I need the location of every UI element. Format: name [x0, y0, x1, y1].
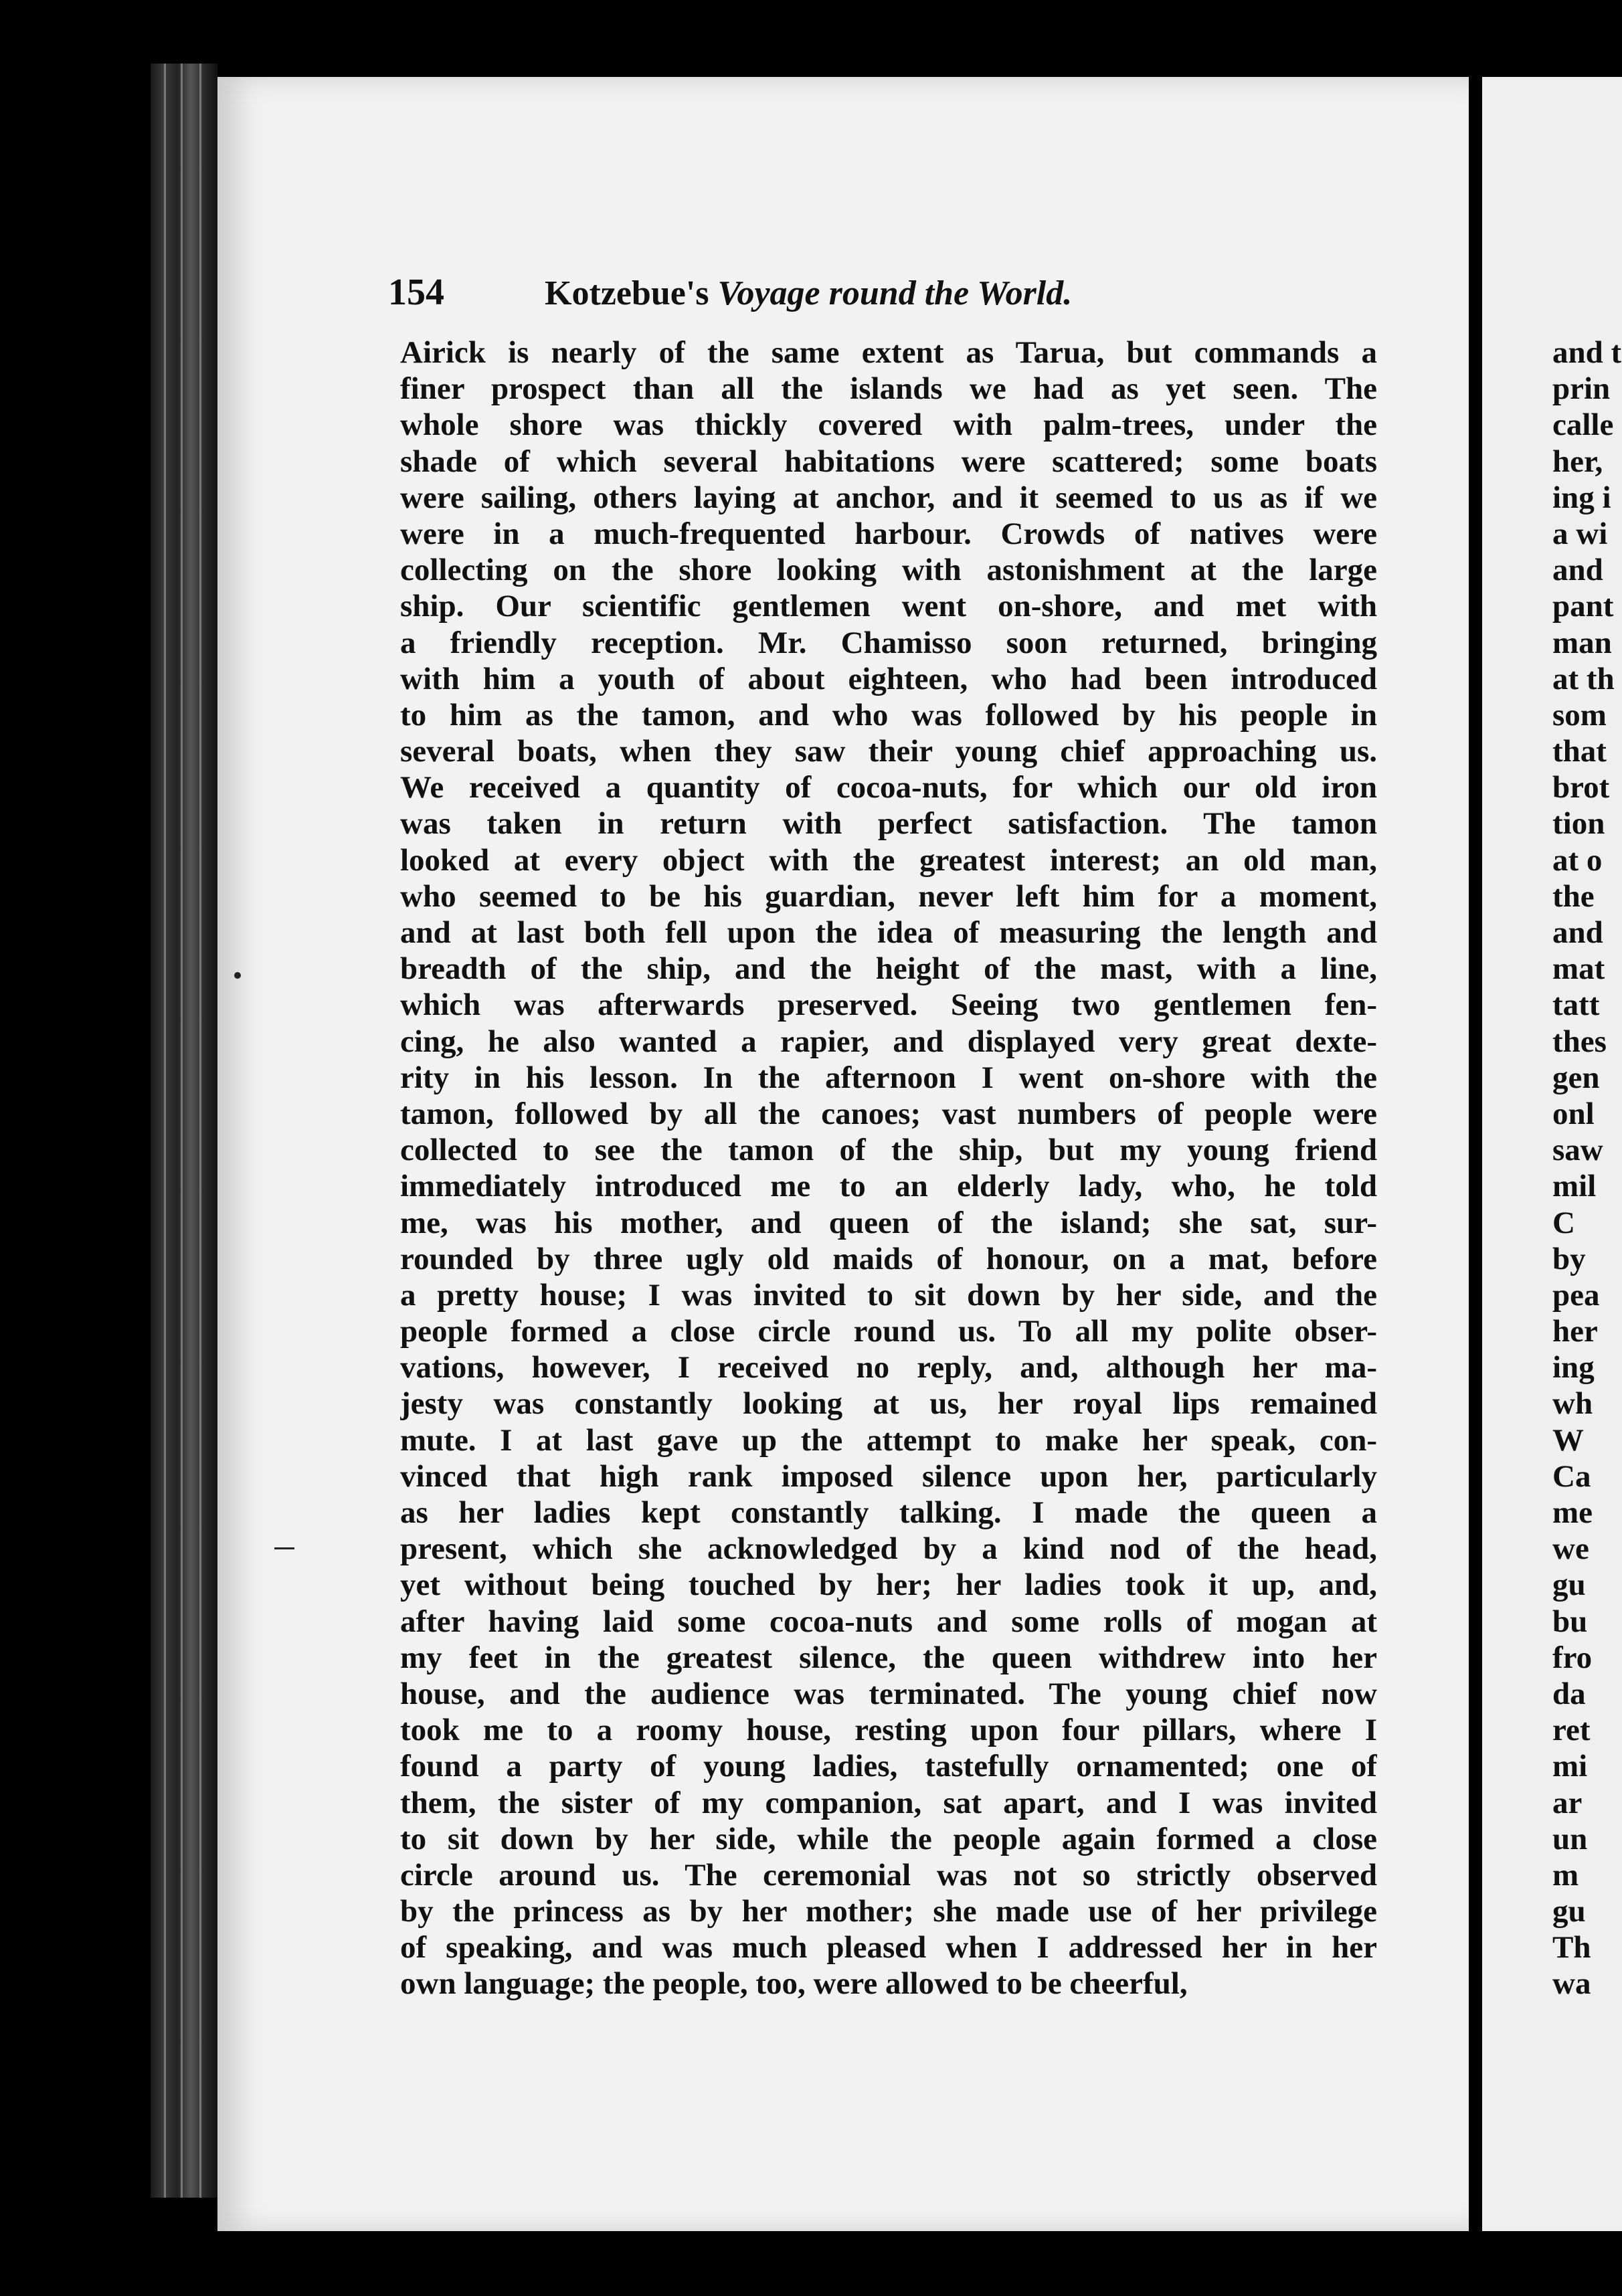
body-line: collecting on the shore looking with astonishment at the large [400, 553, 1377, 588]
right-page-fragment: gen [1552, 1060, 1600, 1095]
book-gutter [1469, 67, 1482, 2248]
body-line: with him a youth of about eighteen, who had been introduced [400, 661, 1377, 696]
body-line: my feet in the greatest silence, the queen withdrew into her [400, 1640, 1377, 1675]
body-line: as her ladies kept constantly talking. I made the queen a [400, 1495, 1377, 1530]
body-line: took me to a roomy house, resting upon four pillars, where I [400, 1713, 1377, 1748]
body-line: several boats, when they saw their young chief approaching us. [400, 734, 1377, 769]
right-page-fragment: pant [1552, 589, 1614, 624]
page-number: 154 [388, 272, 444, 313]
right-page-fragment: ar [1552, 1785, 1583, 1820]
body-line: to sit down by her side, while the people again formed a close [400, 1821, 1377, 1856]
right-page-fragment: and t [1552, 335, 1622, 370]
body-line: yet without being touched by her; her ladies took it up, and, [400, 1567, 1377, 1603]
running-title-work: Voyage round the World. [717, 274, 1073, 312]
body-line: tamon, followed by all the canoes; vast numbers of people were [400, 1096, 1377, 1131]
right-page-fragment: a wi [1552, 516, 1608, 551]
body-line: immediately introduced me to an elderly lady, who, he told [400, 1169, 1377, 1204]
right-page-fragment: gu [1552, 1567, 1586, 1603]
running-header [388, 271, 1378, 331]
body-line: to him as the tamon, and who was followed by his people in [400, 697, 1377, 733]
right-page-fragment: un [1552, 1821, 1588, 1856]
right-page-fragment: and [1552, 915, 1603, 950]
body-line: finer prospect than all the islands we had as yet seen. The [400, 371, 1377, 407]
right-page-fragment: her [1552, 1314, 1598, 1349]
right-page-fragment: that [1552, 734, 1607, 769]
right-page-fragment: wh [1552, 1386, 1593, 1422]
body-line: present, which she acknowledged by a kind nod of the head, [400, 1531, 1377, 1567]
body-line: cing, he also wanted a rapier, and displayed very great dexte- [400, 1024, 1377, 1059]
body-line: vinced that high rank imposed silence upon her, particularly [400, 1458, 1377, 1494]
right-page-fragment: ing i [1552, 480, 1611, 515]
body-line: jesty was constantly looking at us, her royal lips remained [400, 1386, 1377, 1422]
body-line: by the princess as by her mother; she made use of her privilege [400, 1894, 1377, 1929]
right-page-fragment: som [1552, 697, 1607, 733]
body-line: after having laid some cocoa-nuts and some rolls of mogan at [400, 1604, 1377, 1639]
right-page-fragment: her, [1552, 444, 1603, 479]
right-page-fragment: mil [1552, 1169, 1597, 1204]
right-page-fragment: prin [1552, 371, 1611, 407]
body-line: vations, however, I received no reply, and, although her ma- [400, 1350, 1377, 1385]
body-line: a friendly reception. Mr. Chamisso soon returned, bringing [400, 625, 1377, 660]
right-page-fragment: mat [1552, 951, 1605, 987]
right-page-fragment: tatt [1552, 987, 1600, 1023]
body-line: looked at every object with the greatest interest; an old man, [400, 842, 1377, 878]
body-line: of speaking, and was much pleased when I addressed her in her [400, 1930, 1377, 1966]
right-page-fragment: and [1552, 553, 1603, 588]
right-page-fragment: saw [1552, 1133, 1603, 1168]
body-line: whole shore was thickly covered with palm-trees, under the [400, 407, 1377, 443]
body-line: breadth of the ship, and the height of the mast, with a line, [400, 951, 1377, 987]
body-line: house, and the audience was terminated. The young chief now [400, 1676, 1377, 1711]
right-page-fragment: da [1552, 1676, 1586, 1711]
body-line: We received a quantity of cocoa-nuts, for which our old iron [400, 770, 1377, 805]
right-page-fragment: at o [1552, 842, 1603, 878]
right-page-fragment: we [1552, 1531, 1589, 1567]
running-title-author: Kotzebue's [545, 274, 709, 312]
book-fore-edge [151, 64, 217, 2198]
page-edge-line [199, 64, 201, 2198]
page-edge-line [181, 64, 183, 2198]
right-page-fragment: tion [1552, 806, 1605, 842]
body-line: and at last both fell upon the idea of measuring the length and [400, 915, 1377, 950]
right-page-fragment: Th [1552, 1930, 1591, 1966]
right-page-fragment: ret [1552, 1713, 1591, 1748]
body-line: me, was his mother, and queen of the island; she sat, sur- [400, 1205, 1377, 1240]
right-page-fragment: man [1552, 625, 1612, 660]
right-page-fragment: Ca [1552, 1458, 1591, 1494]
right-page-fragment: me [1552, 1495, 1593, 1530]
body-text [400, 334, 1377, 2002]
running-title [545, 274, 1072, 313]
right-page-fragment: W [1552, 1422, 1584, 1458]
body-line: found a party of young ladies, tastefully ornamented; one of [400, 1749, 1377, 1784]
right-page-fragment: mi [1552, 1749, 1588, 1784]
body-line: rity in his lesson. In the afternoon I went on-shore with the [400, 1060, 1377, 1095]
body-line: ship. Our scientific gentlemen went on-shore, and met with [400, 589, 1377, 624]
body-line: mute. I at last gave up the attempt to make her speak, con- [400, 1422, 1377, 1458]
right-page-fragment: ing [1552, 1350, 1595, 1385]
body-line: shade of which several habitations were scattered; some boats [400, 444, 1377, 479]
right-page-fragment: calle [1552, 407, 1614, 443]
body-line: were sailing, others laying at anchor, and it seemed to us as if we [400, 480, 1377, 515]
page-speck [234, 972, 241, 979]
body-line: was taken in return with perfect satisfaction. The tamon [400, 806, 1377, 842]
body-line: collected to see the tamon of the ship, but my young friend [400, 1133, 1377, 1168]
right-page-fragment: thes [1552, 1024, 1607, 1059]
body-line: own language; the people, too, were allowed to be cheerful, [400, 1966, 1188, 2002]
right-page-text-fragments [1552, 334, 1622, 2002]
right-page-fragment: fro [1552, 1640, 1593, 1675]
page-edge-line [164, 64, 166, 2198]
body-line: were in a much-frequented harbour. Crowds of natives were [400, 516, 1377, 551]
body-line: which was afterwards preserved. Seeing two gentlemen fen- [400, 987, 1377, 1023]
page-mark [274, 1547, 294, 1549]
body-line: people formed a close circle round us. To all my polite obser- [400, 1314, 1377, 1349]
right-page-fragment: wa [1552, 1966, 1591, 2002]
body-line: them, the sister of my companion, sat apart, and I was invited [400, 1785, 1377, 1820]
body-line: a pretty house; I was invited to sit down by her side, and the [400, 1277, 1377, 1313]
body-line: Airick is nearly of the same extent as Tarua, but commands a [400, 335, 1377, 370]
body-line: rounded by three ugly old maids of honour, on a mat, before [400, 1241, 1377, 1276]
body-line: circle around us. The ceremonial was not so strictly observed [400, 1857, 1377, 1893]
right-page-fragment: by [1552, 1241, 1586, 1276]
right-page-fragment: onl [1552, 1096, 1595, 1131]
right-page-fragment: m [1552, 1857, 1579, 1893]
right-page-fragment: C [1552, 1205, 1575, 1240]
right-page-fragment: at th [1552, 661, 1615, 696]
right-page-fragment: the [1552, 878, 1595, 914]
right-page-fragment: gu [1552, 1894, 1586, 1929]
right-page-fragment: brot [1552, 770, 1610, 805]
right-page-fragment: bu [1552, 1604, 1588, 1639]
right-page-fragment: pea [1552, 1277, 1600, 1313]
body-line: who seemed to be his guardian, never left him for a moment, [400, 878, 1377, 914]
